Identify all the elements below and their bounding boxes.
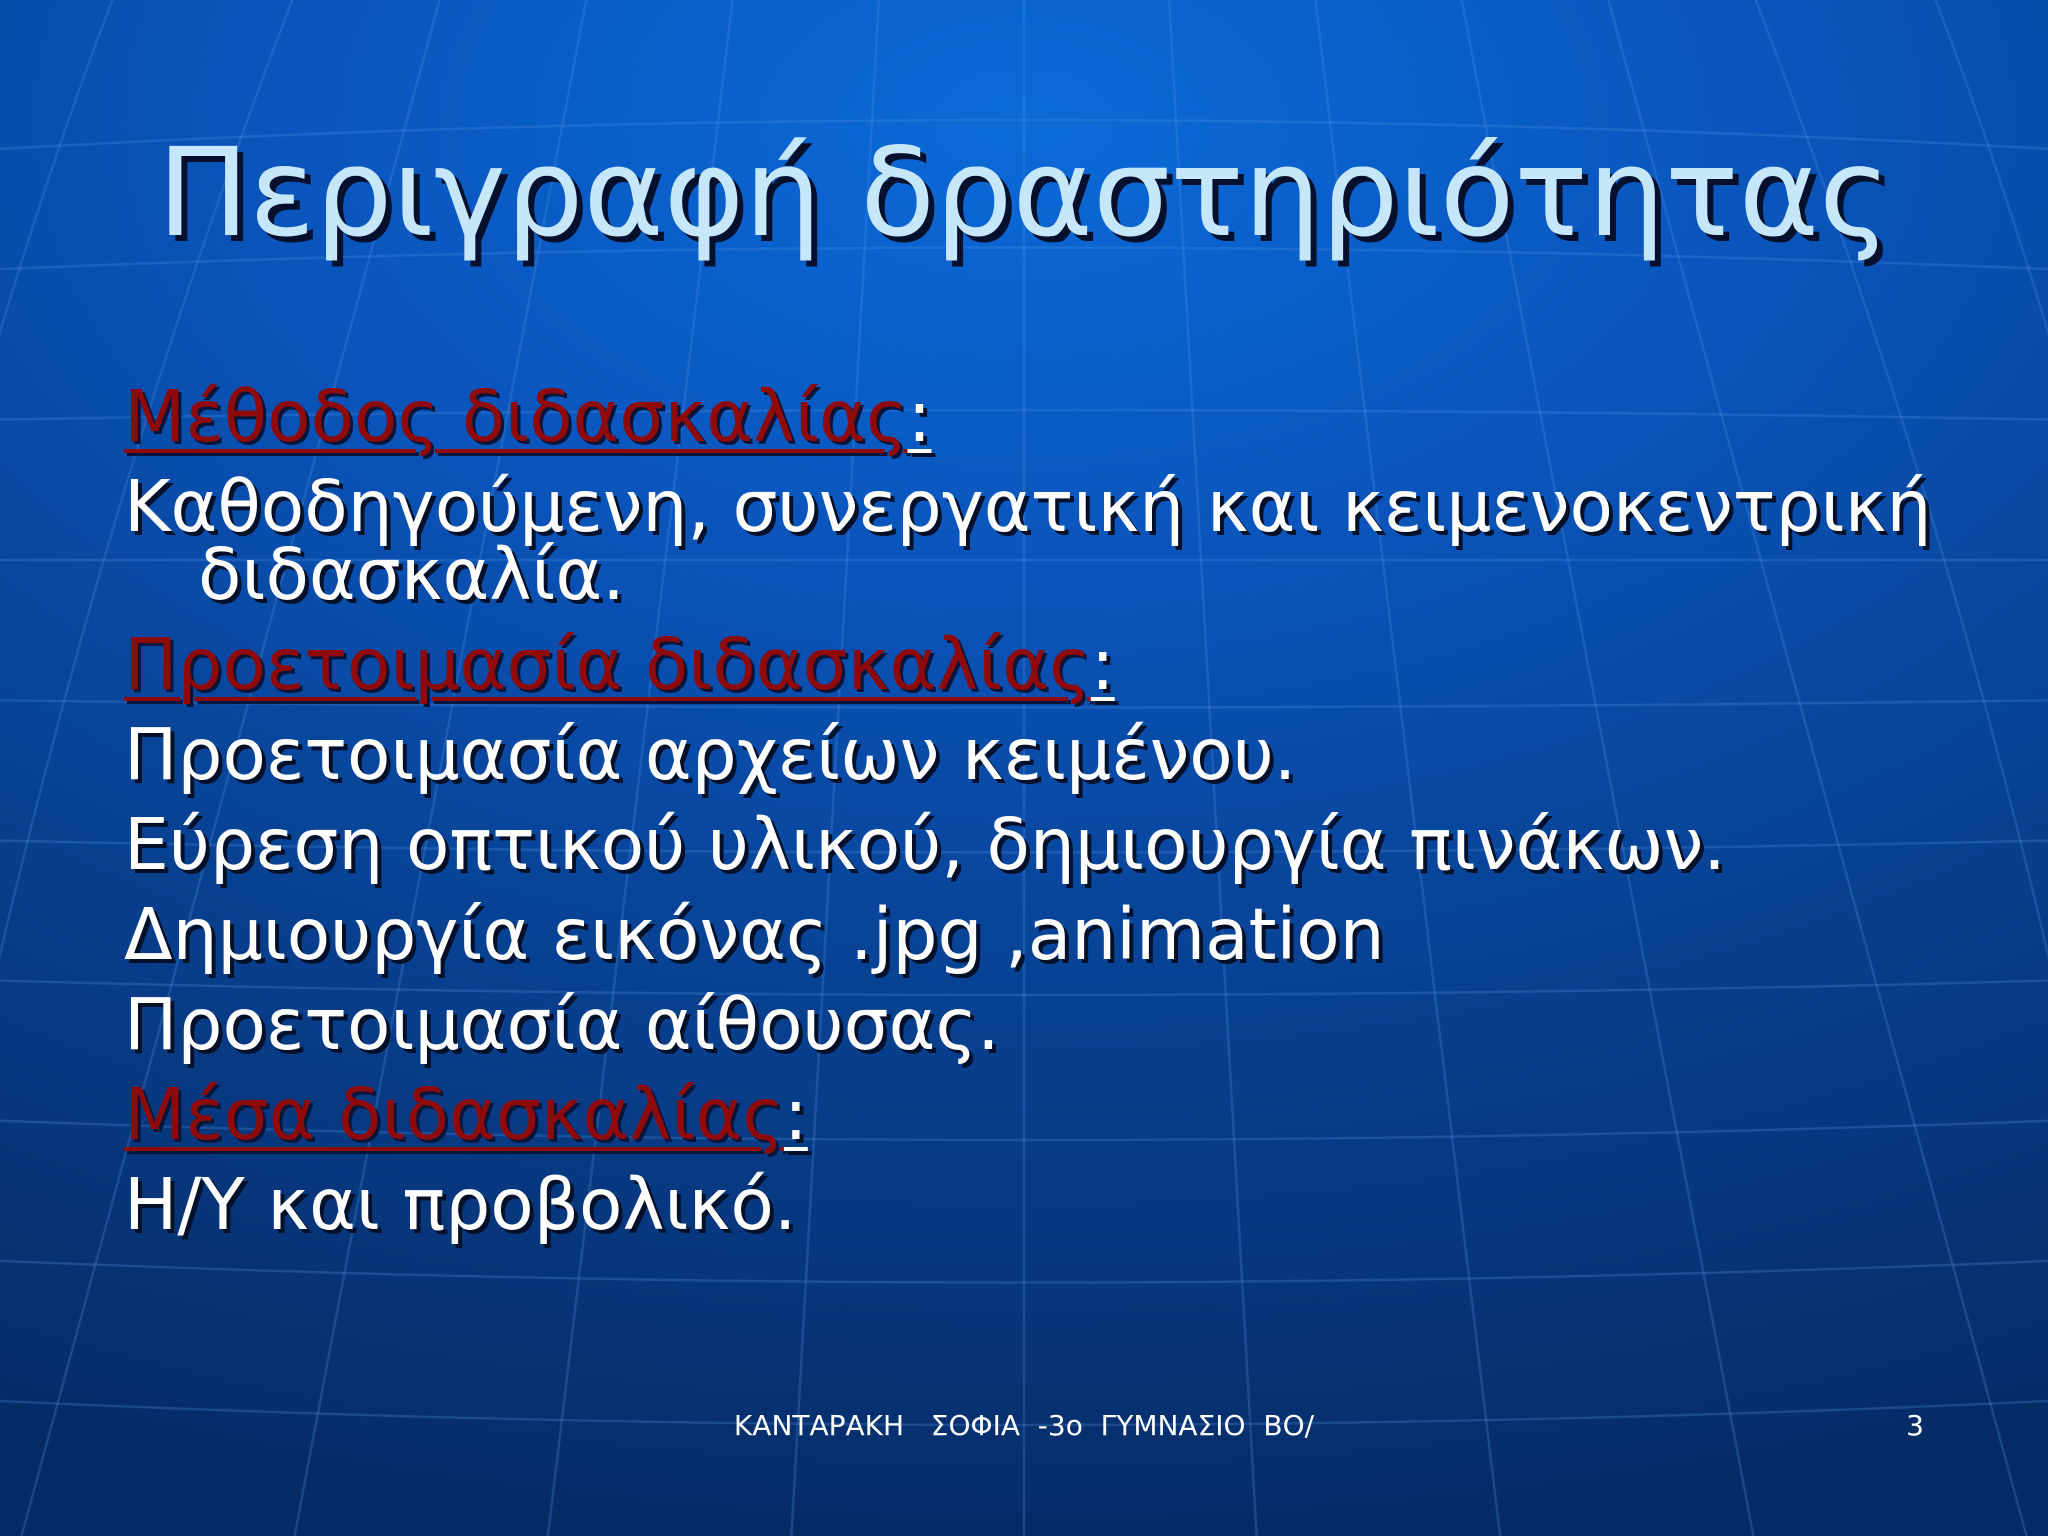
heading-text: Μέσα διδασκαλίας: [124, 1073, 784, 1156]
heading-colon: :: [907, 375, 932, 458]
slide-title: Περιγραφή δραστηριότητας: [157, 122, 1891, 264]
body-line-classroom: Προετοιμασία αίθουσας.: [124, 983, 1000, 1066]
body-line-method-description: Καθοδηγούμενη, συνεργατική και κειμενοκεντρική διδασκαλία.: [124, 465, 1932, 616]
body-line-text-files: Προετοιμασία αρχείων κειμένου.: [124, 713, 1297, 796]
heading-colon: :: [1090, 623, 1115, 706]
section-heading-teaching-means: [124, 1070, 1964, 1160]
slide-body: [124, 372, 1964, 1250]
body-line-equipment: Η/Υ και προβολικό.: [124, 1163, 797, 1246]
body-line-image-animation: Δημιουργία εικόνας .jpg ,animation: [124, 893, 1385, 976]
page-number: 3: [1906, 1409, 1924, 1442]
heading-colon: :: [783, 1073, 808, 1156]
section-heading-teaching-method: [124, 372, 1964, 462]
heading-text: Προετοιμασία διδασκαλίας: [124, 623, 1091, 706]
section-heading-preparation: [124, 620, 1964, 710]
body-line-visual-material: Εύρεση οπτικού υλικού, δημιουργία πινάκων.: [124, 803, 1726, 886]
heading-text: Μέθοδος διδασκαλίας: [124, 375, 908, 458]
slide-footer: ΚΑΝΤΑΡΑΚΗ ΣΟΦΙΑ -3ο ΓΥΜΝΑΣΙΟ ΒΟ/: [733, 1409, 1315, 1442]
